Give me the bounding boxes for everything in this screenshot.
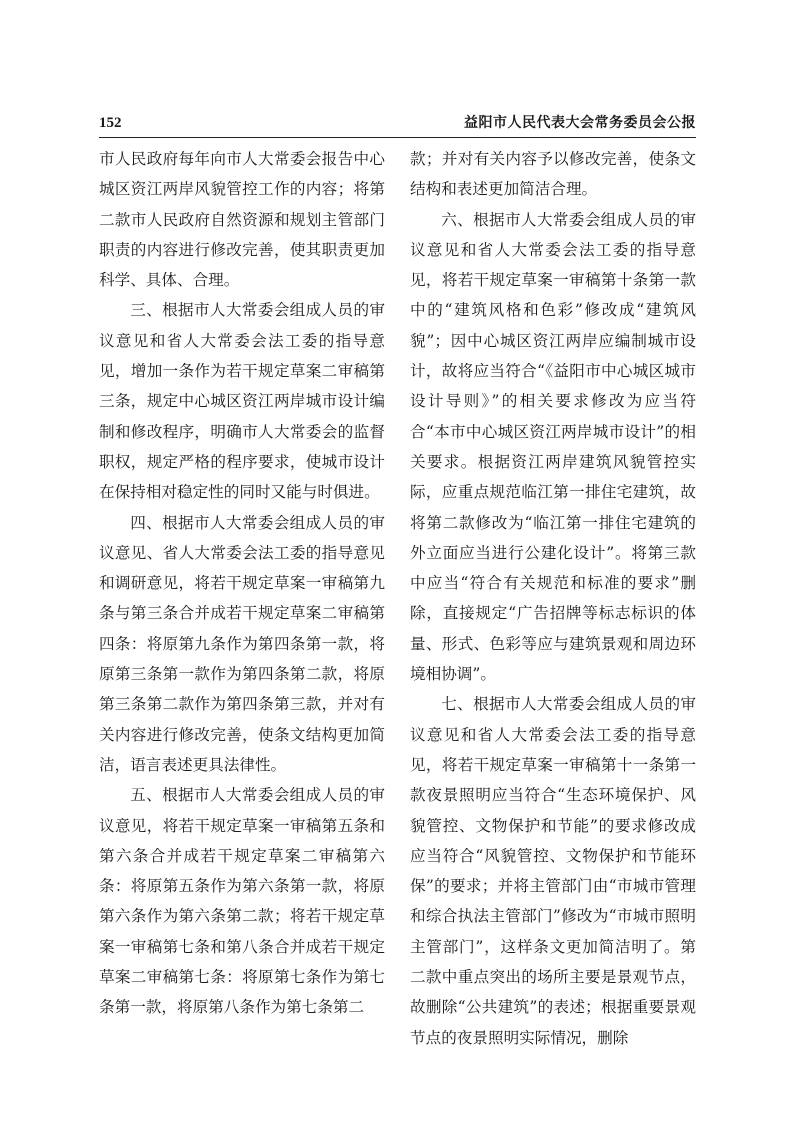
paragraph: 三、根据市人大常委会组成人员的审议意见和省人大常委会法工委的指导意见，增加一条作为若干规定草案二审稿第三条，规定中心城区资江两岸城市设计编制和修改程序，明确市人大常委会的监督职权，规定严格的程序要求，使城市设计在保持相对稳定性的同时又能与时俱进。 xyxy=(99,301,385,502)
paragraph: 五、根据市人大常委会组成人员的审议意见，将若干规定草案一审稿第五条和第六条合并成若干规定草案二审稿第六条：将原第五条作为第六条第一款，将原第六条作为第六条第二款；将若干规定草案一审稿第七条和第八条合并成若干规定草案二审稿第七条：将原第七条作为第七条第一款，将原第八条作为第七条第二 xyxy=(99,786,385,1017)
paragraph: 市人民政府每年向市人大常委会报告中心城区资江两岸风貌管控工作的内容；将第二款市人民政府自然资源和规划主管部门职责的内容进行修改完善，使其职责更加科学、具体、合理。 xyxy=(99,150,385,290)
page-header xyxy=(99,112,696,134)
right-column xyxy=(410,144,696,1053)
left-column xyxy=(99,144,385,1023)
journal-title: 益阳市人民代表大会常务委员会公报 xyxy=(464,115,696,131)
paragraph: 六、根据市人大常委会组成人员的审议意见和省人大常委会法工委的指导意见，将若干规定草案一审稿第十条第一款中的“建筑风格和色彩”修改成“建筑风貌”；因中心城区资江两岸应编制城市设计，故将应当符合“《益阳市中心城区城市设计导则》”的相关要求修改为应当符合“本市中心城区资江两岸城市设计”的相关要求。根据资江两岸建筑风貌管控实际，应重点规范临江第一排住宅建筑，故将第二款修改为“临江第一排住宅建筑的外立面应当进行公建化设计”。将第三款中应当“符合有关规范和标准的要求”删除，直接规定“广告招牌等标志标识的体量、形式、色彩等应与建筑景观和周边环境相协调”。 xyxy=(410,210,696,684)
paragraph: 四、根据市人大常委会组成人员的审议意见、省人大常委会法工委的指导意见和调研意见，将若干规定草案一审稿第九条与第三条合并成若干规定草案二审稿第四条：将原第九条作为第四条第一款，将原第三条第一款作为第四条第二款，将原第三条第二款作为第四条第三款，并对有关内容进行修改完善，使条文结构更加简洁，语言表述更具法律性。 xyxy=(99,513,385,774)
paragraph: 款；并对有关内容予以修改完善，使条文结构和表述更加简洁合理。 xyxy=(410,150,696,199)
paragraph: 七、根据市人大常委会组成人员的审议意见和省人大常委会法工委的指导意见，将若干规定草案一审稿第十一条第一款夜景照明应当符合“生态环境保护、风貌管控、文物保护和节能”的要求修改成应当符合“风貌管控、文物保护和节能环保”的要求；并将主管部门由“市城市管理和综合执法主管部门”修改为“市城市照明主管部门”，这样条文更加简洁明了。第二款中重点突出的场所主要是景观节点，故删除“公共建筑”的表述；根据重要景观节点的夜景照明实际情况，删除 xyxy=(410,695,696,1047)
header-rule xyxy=(99,137,696,138)
page-number: 152 xyxy=(99,115,122,131)
